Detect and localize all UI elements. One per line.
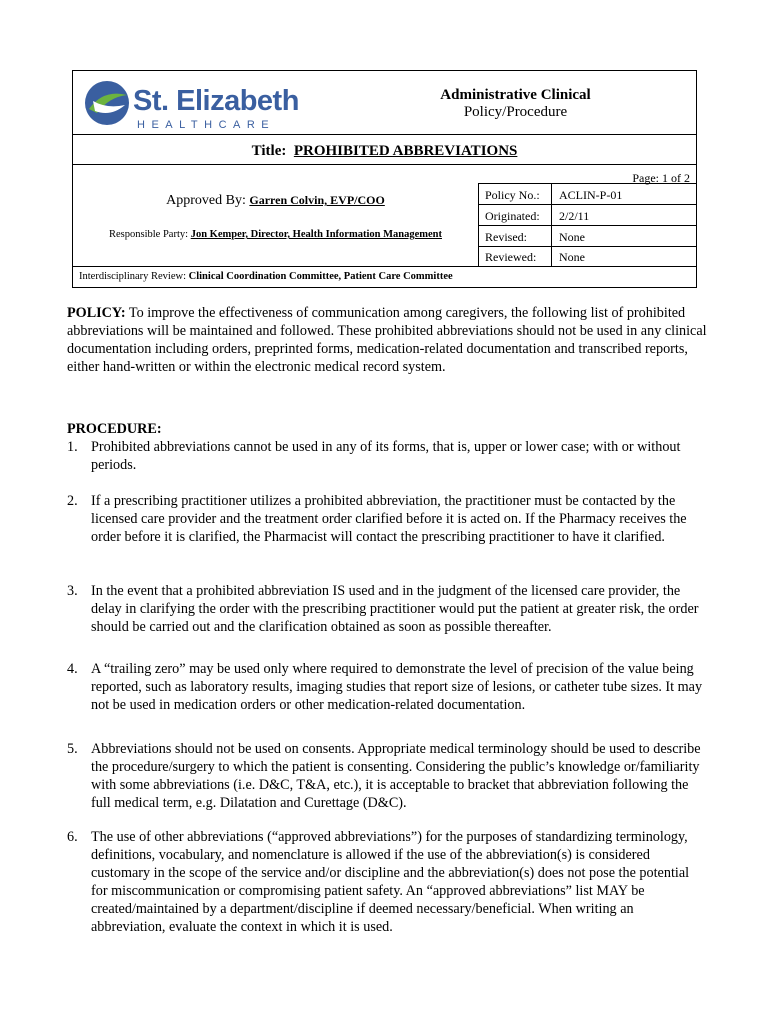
policy-section — [67, 304, 707, 376]
field-value: None — [559, 230, 585, 244]
list-item-text: If a prescribing practitioner utilizes a prohibited abbreviation, the practitioner must be contacted by the licensed care provider and the treatment order clarified before it is acted on. If the Pharmacy receives the order before it is clarified, the Pharmacist will contact the prescribing practitioner to have it clarified. — [91, 493, 687, 545]
list-item-number: 2. — [67, 493, 78, 509]
divider — [478, 183, 696, 184]
list-item — [67, 660, 707, 714]
procedure-label: PROCEDURE: — [67, 421, 162, 437]
list-item — [67, 740, 707, 812]
list-item — [67, 438, 707, 474]
list-item-number: 5. — [67, 741, 78, 757]
approved-name: Garren Colvin, EVP/COO — [249, 193, 385, 207]
list-item-number: 6. — [67, 829, 78, 845]
title-label: Title: — [251, 143, 287, 159]
logo-emblem-icon — [83, 79, 131, 127]
field-label: Revised: — [485, 230, 527, 244]
list-item-text: Abbreviations should not be used on consents. Appropriate medical terminology should be used to describe the procedure/surgery to which the patient is consenting. Considering the public’s knowledge or/familiarity with some abbreviations (i.e. D&C, T&A, etc.), it is acceptable to bracket that abbreviation following the full medical term, e.g. Dilatation and Curettage (D&C). — [91, 741, 701, 811]
divider — [478, 204, 696, 205]
list-item-text: A “trailing zero” may be used only where required to demonstrate the level of precision of the value being reported, such as laboratory results, imaging studies that report size of lesions, or catheter tube sizes. It may not be used in medication orders or other medication-related documentation. — [91, 661, 703, 713]
list-item-text: In the event that a prohibited abbreviation IS used and in the judgment of the licensed care provider, the delay in clarifying the order with the prescribing practitioner would put the patient at greater risk, the order should be carried out and the clarification obtained as soon as possible thereafter. — [91, 583, 699, 635]
interdisciplinary-review — [79, 271, 453, 282]
list-item-text: Prohibited abbreviations cannot be used in any of its forms, that is, upper or lower case; with or without periods. — [91, 439, 681, 473]
list-item — [67, 828, 707, 936]
responsible-party — [73, 229, 478, 240]
document-title — [73, 143, 696, 160]
list-item-text: The use of other abbreviations (“approved abbreviations”) for the purposes of standardizing terminology, definitions, vocabulary, and nomenclature is allowed if the use of the abbreviation(s) is considered customary in the scope of the service and/or discipline and the abbreviation(s) does not pose the potential for miscommunication or compromising patient safety. An “approved abbreviations” list MAY be created/maintained by a department/discipline if deemed necessary/beneficial. When writing an abbreviation, evaluate the context in which it is used. — [91, 829, 690, 935]
page-number: Page: 1 of 2 — [632, 171, 690, 185]
list-item-number: 3. — [67, 583, 78, 599]
logo-subtitle: HEALTHCARE — [137, 119, 276, 131]
divider — [73, 134, 696, 135]
policy-text: To improve the effectiveness of communication among caregivers, the following list of prohibited abbreviations will be maintained and followed. These prohibited abbreviations should not be used in any clinical documentation including orders, preprinted forms, medication-related documentation and transcribed reports, either hand-written or within the electronic medical record system. — [67, 305, 707, 375]
field-label: Policy No.: — [485, 188, 540, 202]
list-item-number: 1. — [67, 439, 78, 455]
field-value: ACLIN-P-01 — [559, 188, 623, 202]
approved-label: Approved By: — [166, 193, 246, 208]
list-item — [67, 582, 707, 636]
document-type — [403, 87, 628, 121]
doc-type-line1: Administrative Clinical — [440, 87, 591, 103]
field-value: None — [559, 250, 585, 264]
field-label: Reviewed: — [485, 250, 537, 264]
approved-by — [73, 193, 478, 209]
review-label: Interdisciplinary Review: — [79, 271, 187, 282]
field-value: 2/2/11 — [559, 209, 590, 223]
responsible-label: Responsible Party: — [109, 229, 189, 240]
divider — [73, 266, 696, 267]
divider — [478, 225, 696, 226]
logo-name: St. Elizabeth — [133, 85, 299, 117]
review-value: Clinical Coordination Committee, Patient Care Committee — [188, 271, 453, 282]
policy-label: POLICY: — [67, 305, 126, 321]
divider — [73, 164, 696, 165]
policy-header-box — [72, 70, 697, 288]
doc-type-line2: Policy/Procedure — [463, 104, 568, 120]
st-elizabeth-logo — [81, 77, 381, 133]
list-item — [67, 492, 707, 546]
divider — [478, 246, 696, 247]
title-value: PROHIBITED ABBREVIATIONS — [293, 143, 518, 159]
responsible-name: Jon Kemper, Director, Health Information Management — [190, 229, 442, 240]
field-label: Originated: — [485, 209, 540, 223]
list-item-number: 4. — [67, 661, 78, 677]
